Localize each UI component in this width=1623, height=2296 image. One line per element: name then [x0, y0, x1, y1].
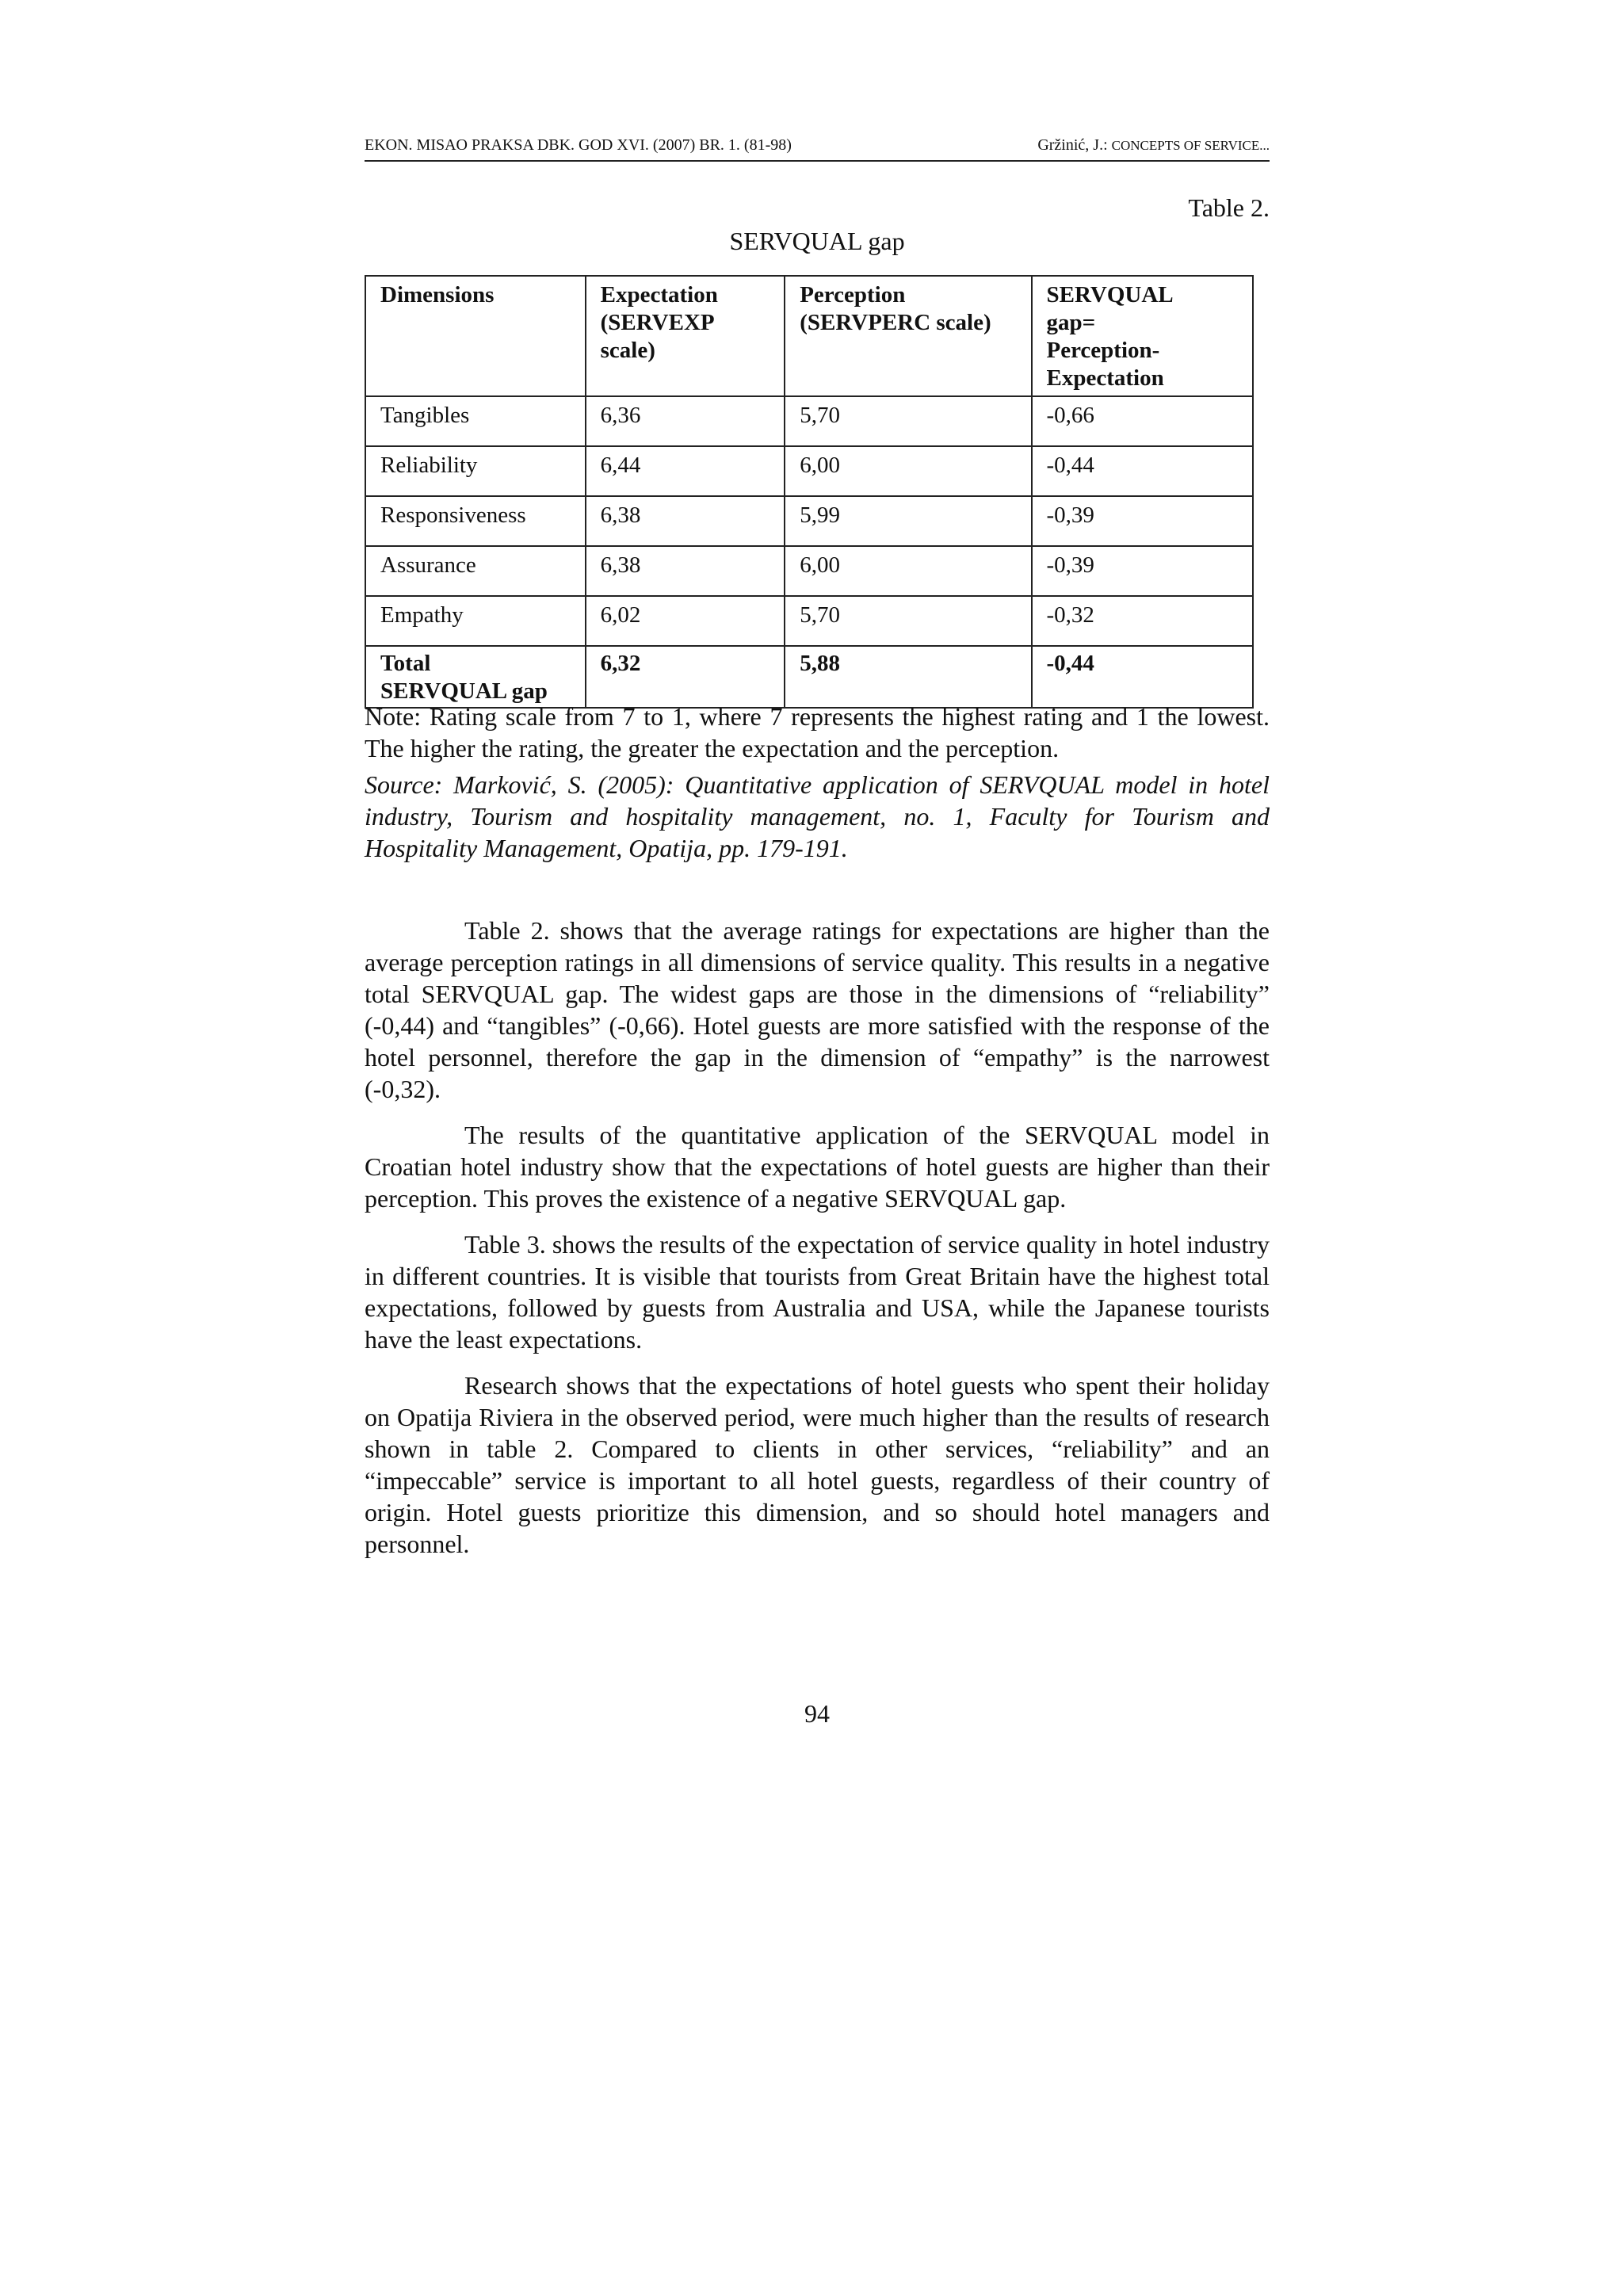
- table-note: Note: Rating scale from 7 to 1, where 7 represents the highest rating and 1 the lowest. The higher the rating, the greater the expectation and the perception.: [365, 702, 1270, 762]
- table-row: [365, 446, 1253, 496]
- table-row: [365, 496, 1253, 546]
- table-source: Source: Marković, S. (2005): Quantitative application of SERVQUAL model in hotel industry, Tourism and hospitality management, no. 1, Faculty for Tourism and Hospitality Management, Opatija, pp. 179-191.: [365, 770, 1270, 862]
- cell-dimension: Tangibles: [365, 396, 586, 446]
- cell-expectation: 6,36: [586, 396, 785, 446]
- table-row: [365, 396, 1253, 446]
- cell-perception: 6,00: [785, 446, 1031, 496]
- cell-total-perception: 5,88: [785, 646, 1031, 708]
- table-total-row: [365, 646, 1253, 708]
- table-row: [365, 596, 1253, 646]
- cell-gap: -0,39: [1032, 496, 1254, 546]
- cell-gap: -0,66: [1032, 396, 1254, 446]
- cell-total-gap: -0,44: [1032, 646, 1254, 708]
- paragraph: Table 2. shows that the average ratings for expectations are higher than the average perception ratings in all dimensions of service quality. This results in a negative total SERVQUAL gap. The widest gaps are those in the dimensions of “reliability” (-0,44) and “tangibles” (-0,66). Hotel guests are more satisfied with the response of the hotel personnel, therefore the gap in the dimension of “empathy” is the narrowest (-0,32).: [365, 916, 1270, 1103]
- cell-perception: 5,70: [785, 396, 1031, 446]
- cell-dimension: Responsiveness: [365, 496, 586, 546]
- cell-dimension: Empathy: [365, 596, 586, 646]
- cell-dimension: Reliability: [365, 446, 586, 496]
- header-servqual-gap: SERVQUAL gap= Perception- Expectation: [1032, 276, 1254, 396]
- servqual-table: [365, 275, 1254, 709]
- paragraph: Table 3. shows the results of the expectation of service quality in hotel industry in different countries. It is visible that tourists from Great Britain have the highest total expectations, followed by guests from Australia and USA, while the Japanese tourists have the least expectations.: [365, 1230, 1270, 1354]
- table-header-row: [365, 276, 1253, 396]
- paragraph: Research shows that the expectations of hotel guests who spent their holiday on Opatija Riviera in the observed period, were much higher than the results of research shown in table 2. Compared to clients in other services, “reliability” and an “impeccable” service is important to all hotel guests, regardless of their country of origin. Hotel guests prioritize this dimension, and so should hotel managers and personnel.: [365, 1371, 1270, 1558]
- page-number: 94: [804, 1699, 830, 1728]
- cell-gap: -0,44: [1032, 446, 1254, 496]
- cell-gap: -0,39: [1032, 546, 1254, 596]
- cell-expectation: 6,02: [586, 596, 785, 646]
- running-header: [365, 133, 1270, 162]
- paragraph: The results of the quantitative application of the SERVQUAL model in Croatian hotel industry show that the expectations of hotel guests are higher than their perception. This proves the existence of a negative SERVQUAL gap.: [365, 1121, 1270, 1213]
- journal-citation: EKON. MISAO PRAKSA DBK. GOD XVI. (2007) BR. 1. (81-98): [365, 136, 792, 154]
- table-number: Table 2.: [1188, 193, 1270, 222]
- cell-perception: 5,70: [785, 596, 1031, 646]
- cell-perception: 5,99: [785, 496, 1031, 546]
- cell-expectation: 6,44: [586, 446, 785, 496]
- cell-perception: 6,00: [785, 546, 1031, 596]
- cell-total-expectation: 6,32: [586, 646, 785, 708]
- table-row: [365, 546, 1253, 596]
- article-short-title: [1037, 136, 1270, 155]
- cell-expectation: 6,38: [586, 546, 785, 596]
- cell-total-label: Total SERVQUAL gap: [365, 646, 586, 708]
- table-title: SERVQUAL gap: [729, 227, 905, 255]
- header-perception: Perception (SERVPERC scale): [785, 276, 1031, 396]
- article-title-short: CONCEPTS OF SERVICE...: [1111, 138, 1270, 153]
- cell-dimension: Assurance: [365, 546, 586, 596]
- cell-expectation: 6,38: [586, 496, 785, 546]
- header-expectation: Expectation (SERVEXP scale): [586, 276, 785, 396]
- cell-gap: -0,32: [1032, 596, 1254, 646]
- header-dimensions: Dimensions: [365, 276, 586, 396]
- body-text: [365, 915, 1270, 1574]
- author-name: Gržinić, J.:: [1037, 136, 1108, 154]
